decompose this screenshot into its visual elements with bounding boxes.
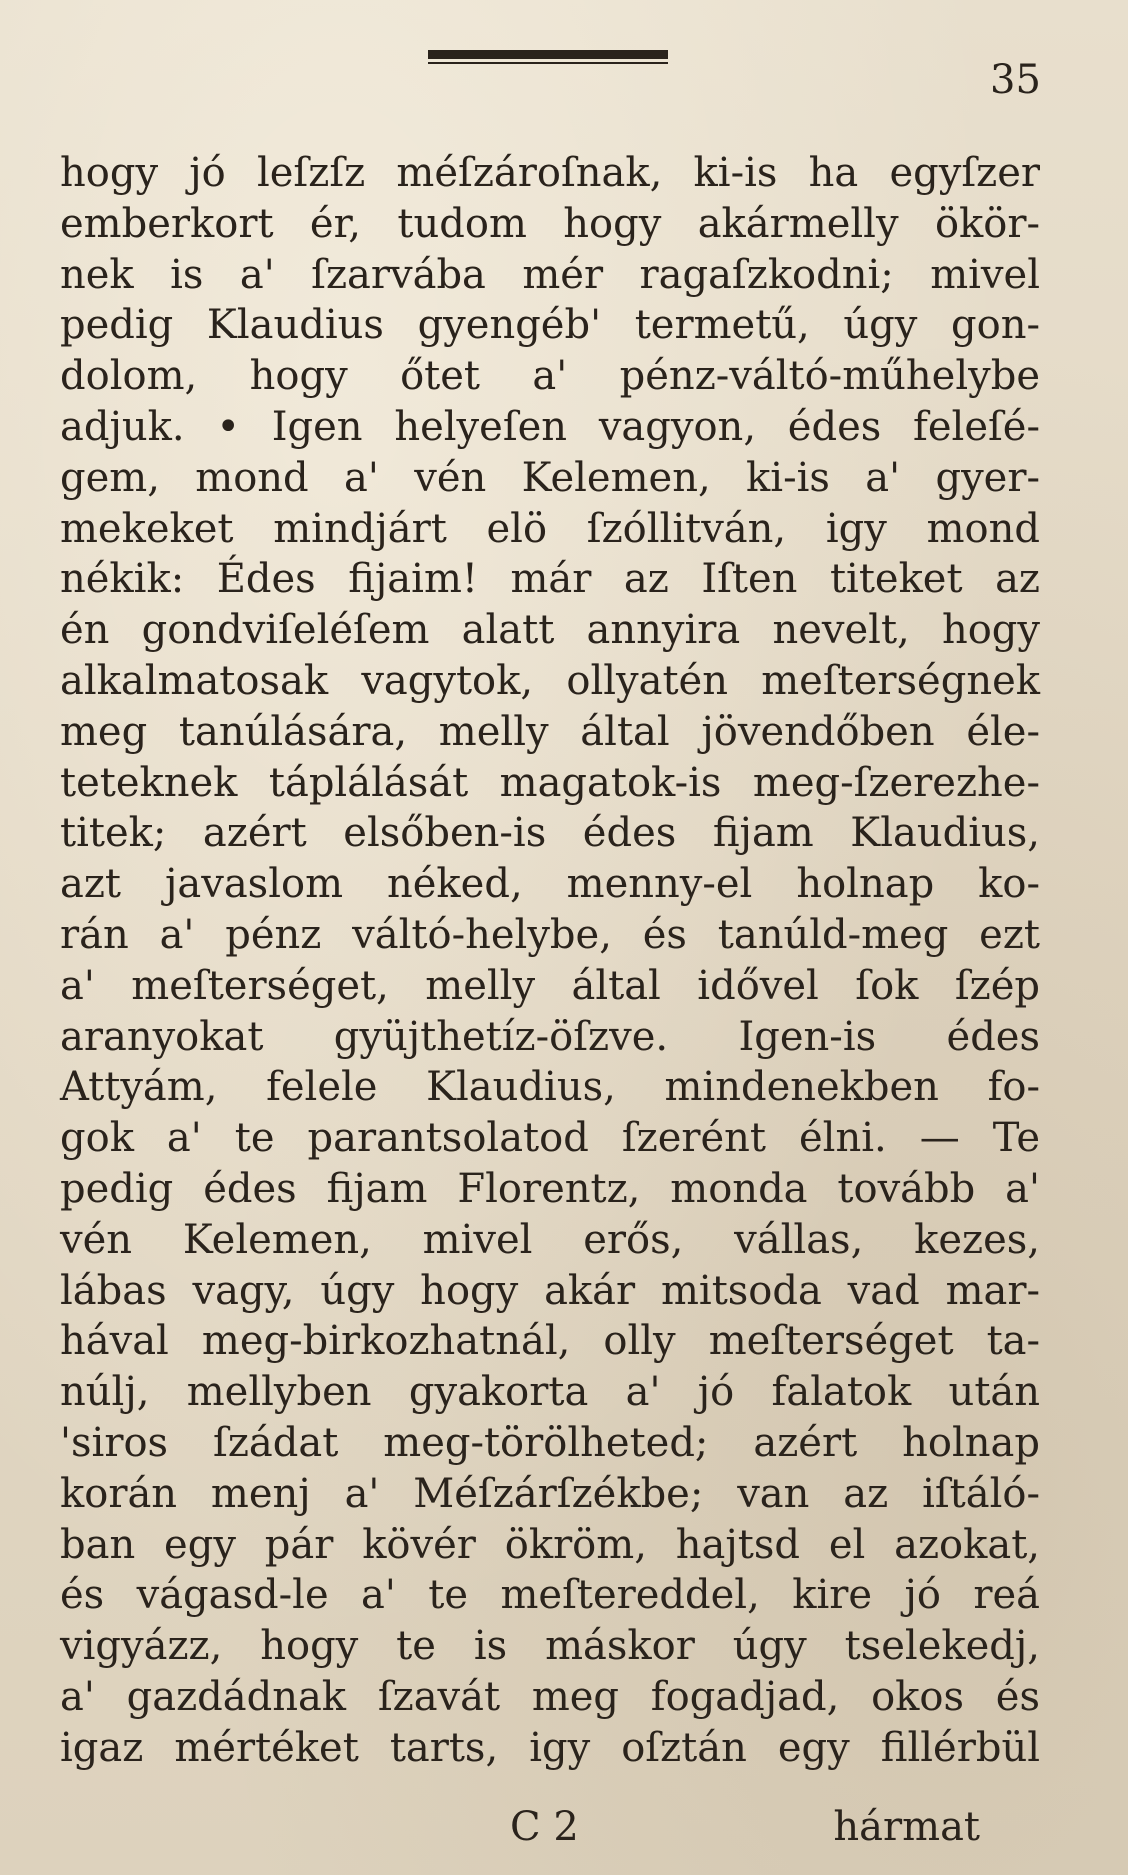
text-line: teteknek táplálását magatok-is meg-ſzerezhe- [60, 759, 1040, 806]
page-footer [60, 1802, 1040, 1852]
text-line: Attyám, felele Klaudius, mindenekben fo- [60, 1064, 1040, 1111]
text-line: ban egy pár kövér ökröm, hajtsd el azokat, [60, 1521, 1040, 1568]
header-rule [428, 50, 668, 64]
text-line: titek; azért elsőben-is édes fijam Klaudius, [60, 810, 1040, 857]
text-line: emberkort ér, tudom hogy akármelly ökör- [60, 200, 1040, 247]
text-line: gok a' te parantsolatod ſzerént élni. — Te [60, 1115, 1040, 1162]
page-number: 35 [990, 57, 1041, 103]
text-line: meg tanúlására, melly által jövendőben éle- [60, 708, 1040, 755]
text-line: lábas vagy, úgy hogy akár mitsoda vad mar- [60, 1267, 1040, 1314]
text-line: dolom, hogy őtet a' pénz-váltó-műhelybe [60, 353, 1040, 400]
catchword: hármat [833, 1804, 980, 1850]
text-line: 'siros ſzádat meg-törölheted; azért holnap [60, 1419, 1040, 1466]
text-line: és vágasd-le a' te meſtereddel, kire jó reá [60, 1572, 1040, 1619]
text-line: rán a' pénz váltó-helybe, és tanúld-meg ezt [60, 911, 1040, 958]
text-line: núlj, mellyben gyakorta a' jó falatok után [60, 1369, 1040, 1416]
text-line: a' gazdádnak ſzavát meg fogadjad, okos és [60, 1673, 1040, 1720]
text-line: vigyázz, hogy te is máskor úgy tselekedj, [60, 1623, 1040, 1670]
text-line: hával meg-birkozhatnál, olly meſterséget ta- [60, 1318, 1040, 1365]
body-text [60, 148, 1040, 1774]
text-line: azt javaslom néked, menny-el holnap ko- [60, 861, 1040, 908]
text-line: gem, mond a' vén Kelemen, ki-is a' gyer- [60, 454, 1040, 501]
text-line: én gondviſeléſem alatt annyira nevelt, hogy [60, 607, 1040, 654]
text-line: nek is a' ſzarvába mér ragaſzkodni; mivel [60, 251, 1040, 298]
text-line: aranyokat gyüjthetíz-öſzve. Igen-is édes [60, 1013, 1040, 1060]
signature-mark: C 2 [510, 1804, 579, 1850]
text-line: pedig Klaudius gyengéb' termetű, úgy gon- [60, 302, 1040, 349]
text-line: adjuk. • Igen helyeſen vagyon, édes feleſé- [60, 403, 1040, 450]
text-line: hogy jó leſzſz méſzároſnak, ki-is ha egyſzer [60, 150, 1040, 196]
text-line: pedig édes fijam Florentz, monda tovább a' [60, 1165, 1040, 1212]
text-line: a' meſterséget, melly által idővel ſok ſzép [60, 962, 1040, 1009]
text-line: nékik: Édes fijaim! már az Iſten titeket az [60, 556, 1040, 603]
text-line: mekeket mindjárt elö ſzóllitván, igy mond [60, 505, 1040, 552]
text-line: igaz mértéket tarts, igy oſztán egy fillérbül [60, 1724, 1040, 1771]
text-line: alkalmatosak vagytok, ollyatén meſterségnek [60, 657, 1040, 704]
text-line: korán menj a' Méſzárſzékbe; van az iſtáló- [60, 1470, 1040, 1517]
text-line: vén Kelemen, mivel erős, vállas, kezes, [60, 1216, 1040, 1263]
